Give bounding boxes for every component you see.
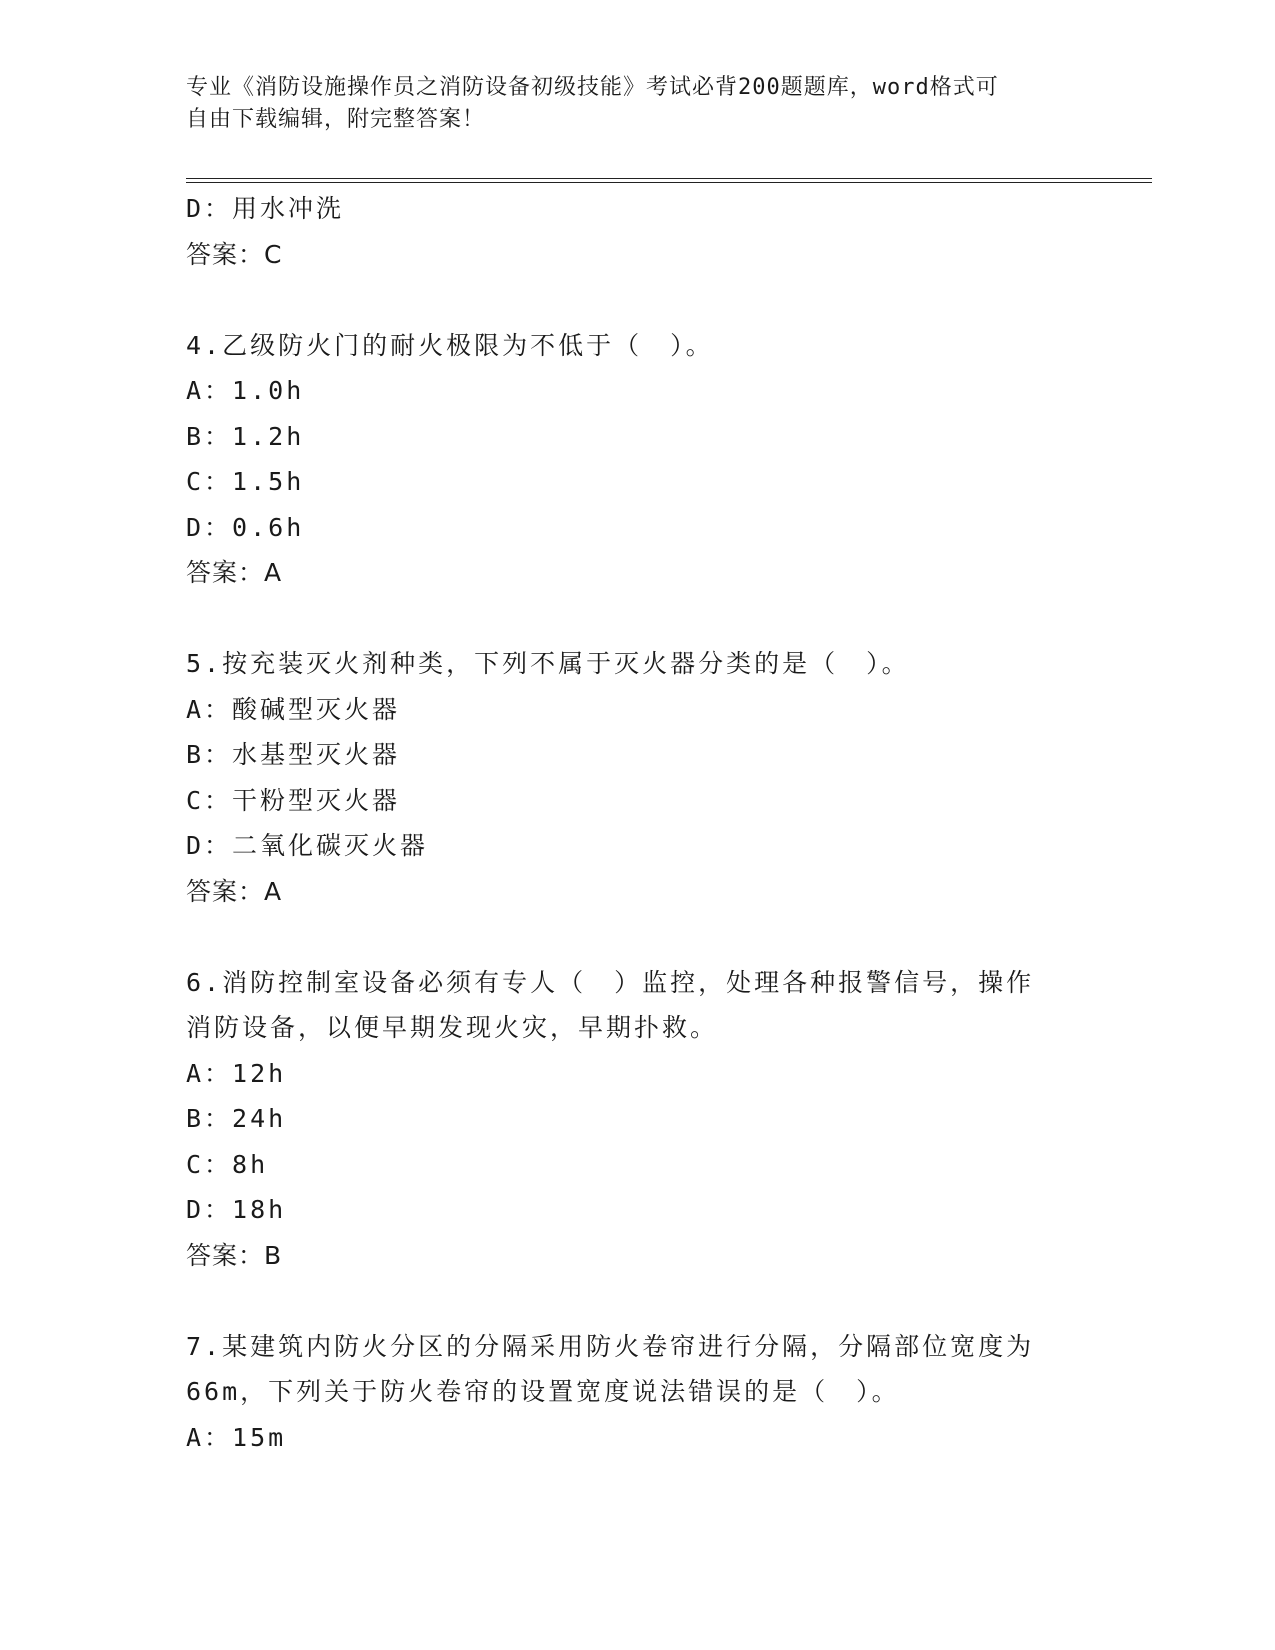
question-content [186, 186, 1086, 1460]
question-4-stem: 4.乙级防火门的耐火极限为不低于（ ）。 [186, 330, 714, 360]
question-5-option-a: A：酸碱型灭火器 [186, 694, 401, 724]
question-6-answer: 答案：B [186, 1240, 283, 1270]
question-4-option-d: D：0.6h [186, 512, 305, 542]
question-5-option-c: C：干粉型灭火器 [186, 785, 401, 815]
question-5-option-b: B：水基型灭火器 [186, 740, 401, 769]
header-divider-top [186, 178, 1152, 179]
question-6-stem-line-2: 消防设备，以便早期发现火灾，早期扑救。 [186, 1013, 719, 1042]
question-7-stem-line-2: 66m，下列关于防火卷帘的设置宽度说法错误的是（ ）。 [186, 1377, 900, 1406]
prev-option-d: D：用水冲洗 [186, 194, 345, 223]
spacer [186, 277, 1086, 323]
question-6-option-b: B：24h [186, 1104, 287, 1133]
header-line-2: 自由下载编辑，附完整答案！ [186, 107, 486, 132]
question-6-option-a: A：12h [186, 1058, 287, 1088]
question-6-option-d: D：18h [186, 1195, 287, 1224]
page-header [186, 72, 1066, 136]
spacer [186, 596, 1086, 642]
header-divider-bottom [186, 182, 1152, 183]
question-5-stem: 5.按充装灭火剂种类，下列不属于灭火器分类的是（ ）。 [186, 649, 910, 678]
question-4-option-c: C：1.5h [186, 467, 305, 496]
question-4-option-a: A：1.0h [186, 376, 305, 405]
question-7-stem-line-1: 7.某建筑内防火分区的分隔采用防火卷帘进行分隔，分隔部位宽度为 [186, 1331, 1035, 1361]
spacer [186, 914, 1086, 960]
question-6-stem-line-1: 6.消防控制室设备必须有专人（ ）监控，处理各种报警信号，操作 [186, 967, 1035, 997]
question-7-option-a: A：15m [186, 1422, 287, 1452]
header-line-1: 专业《消防设施操作员之消防设备初级技能》考试必背200题题库，word格式可 [186, 75, 999, 100]
question-4-answer: 答案：A [186, 558, 283, 587]
question-6-option-c: C：8h [186, 1149, 269, 1179]
question-5-answer: 答案：A [186, 876, 283, 906]
question-4-option-b: B：1.2h [186, 421, 305, 451]
spacer [186, 1278, 1086, 1324]
prev-answer: 答案：C [186, 239, 283, 269]
question-5-option-d: D：二氧化碳灭火器 [186, 831, 429, 860]
